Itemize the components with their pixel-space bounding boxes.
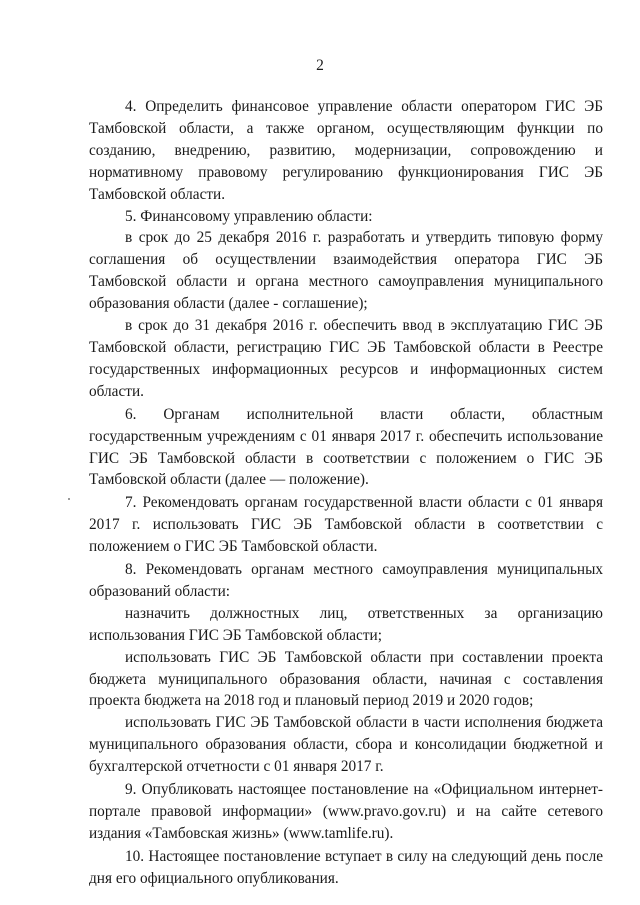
paragraph-4-operator: 4. Определить финансовое управление области оператором ГИС ЭБ Тамбовской области, а также органом, осуществляющим функции по созданию, внедрению, развитию, модернизации, сопровождению и нормативному правовому регулированию функционирования ГИС ЭБ Тамбовской области. xyxy=(89,98,603,203)
paragraph-8-appoint-officials: назначить должностных лиц, ответственных за организацию использования ГИС ЭБ Тамбовской области; xyxy=(89,604,603,644)
paragraph-6-executive-bodies: 6. Органам исполнительной власти области, областным государственным учреждениям с 01 января 2017 г. обеспечить использование ГИС ЭБ Тамбовской области в соответствии с положением о ГИС ЭБ Тамбовской области (далее — положение). xyxy=(89,405,603,489)
paragraph-5-finance-department: 5. Финансовому управлению области: xyxy=(125,207,373,225)
paragraph-8-budget-drafting: использовать ГИС ЭБ Тамбовской области при составлении проекта бюджета муниципального образования области, начиная с составления проекта бюджета на 2018 год и плановый период 2019 и 2020 годов; xyxy=(89,648,603,710)
paragraph-9-publication: 9. Опубликовать настоящее постановление на «Официальном интернет-портале правовой информации» (www.pravo.gov.ru) и на сайте сетевого издания «Тамбовская жизнь» (www.tamlife.ru). xyxy=(89,781,603,842)
page-number: 2 xyxy=(316,57,324,74)
paragraph-10-effective-date: 10. Настоящее постановление вступает в силу на следующий день после дня его официального опубликования. xyxy=(89,847,603,887)
paragraph-8-local-government: 8. Рекомендовать органам местного самоуправления муниципальных образований области: xyxy=(89,561,603,600)
document-body xyxy=(89,96,603,890)
paragraph-5-agreement-form: в срок до 25 декабря 2016 г. разработать и утвердить типовую форму соглашения об осуществлении взаимодействия оператора ГИС ЭБ Тамбовской области и органа местного самоуправления муниципального образования области (далее - соглашение); xyxy=(89,229,603,313)
scan-speck xyxy=(68,498,70,500)
paragraph-8-budget-execution: использовать ГИС ЭБ Тамбовской области в части исполнения бюджета муниципального образования области, сбора и консолидации бюджетной и бухгалтерской отчетности с 01 января 2017 г. xyxy=(89,714,603,776)
paragraph-7-state-authorities: 7. Рекомендовать органам государственной власти области с 01 января 2017 г. использовать ГИС ЭБ Тамбовской области в соответствии с положением о ГИС ЭБ Тамбовской области. xyxy=(89,494,603,556)
paragraph-5-commissioning: в срок до 31 декабря 2016 г. обеспечить ввод в эксплуатацию ГИС ЭБ Тамбовской области, регистрацию ГИС ЭБ Тамбовской области в Реестре государственных информационных ресурсов и информационных систем области. xyxy=(89,317,603,400)
